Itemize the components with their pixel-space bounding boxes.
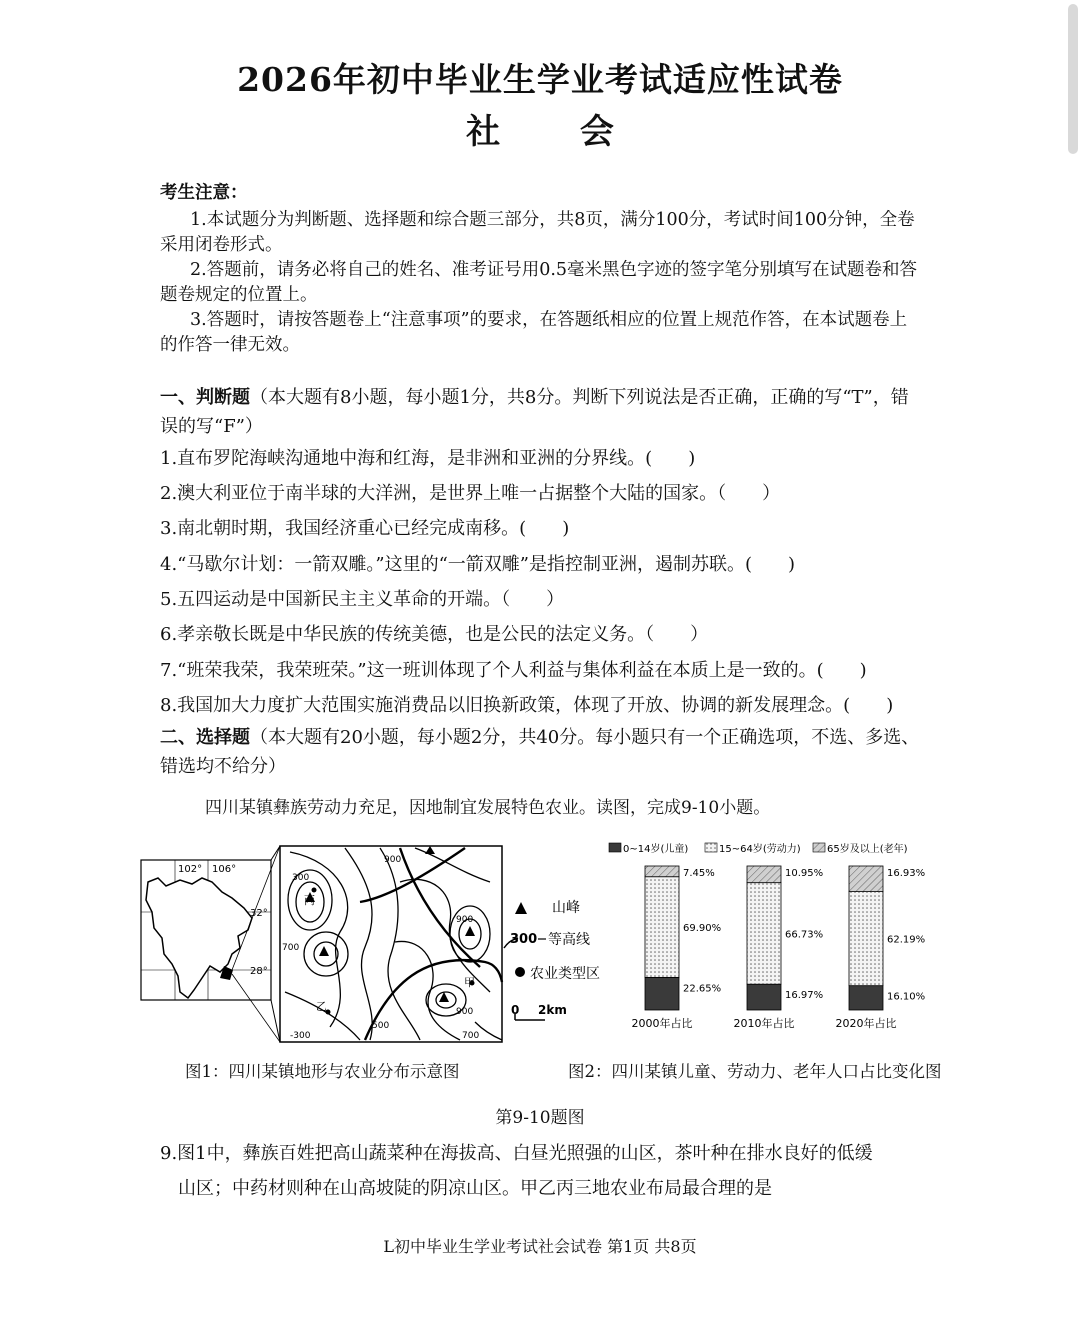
bar-elderly-1 (645, 866, 679, 877)
page-footer: L初中毕业生学业考试社会试卷 第1页 共8页 (383, 1237, 697, 1256)
bar-children-2 (747, 984, 781, 1010)
peak-icon (515, 902, 527, 914)
section1-instructions: （本大题有8小题，每小题1分，共8分。判断下列说法是否正确，正确的写“T”，错误的写“F”） (160, 387, 909, 437)
judgement-question-2: 2.澳大利亚位于南半球的大洋洲，是世界上唯一占据整个大陆的国家。（ ） (160, 483, 781, 504)
page-title: 2026年初中毕业生学业考试适应性试卷 (237, 60, 843, 99)
contour-label: 500 (372, 1021, 390, 1031)
chart-bars (632, 866, 926, 1030)
contour-label: 300 (292, 873, 310, 883)
judgement-question-5: 5.五四运动是中国新民主主义革命的开端。（ ） (160, 589, 565, 610)
figure-label: 第9-10题图 (495, 1108, 585, 1128)
figure2-chart (605, 838, 935, 1038)
lon-label-102: 102° (178, 864, 203, 875)
place-jia: 甲 (464, 976, 475, 989)
lat-label-32: 32° (250, 908, 268, 919)
legend-peak: 山峰 (552, 900, 580, 916)
judgement-question-7: 7.“班荣我荣，我荣班荣。”这一班训体现了个人利益与集体利益在本质上是一致的。( ) (160, 660, 867, 681)
bar-labor-1 (645, 877, 679, 978)
value-label: 69.90% (683, 923, 722, 935)
contour-label: 700 (462, 1031, 480, 1041)
zone-dot-icon (515, 967, 525, 977)
bar-labor-2 (747, 883, 781, 985)
judgement-question-3: 3.南北朝时期，我国经济重心已经完成南移。( ) (160, 518, 570, 539)
value-label: 62.19% (887, 934, 926, 946)
bar-elderly-2 (747, 866, 781, 883)
map-legend (504, 900, 600, 1020)
value-label: 10.95% (785, 868, 824, 879)
legend-swatch-elderly (813, 843, 825, 852)
value-label: 22.65% (683, 983, 722, 995)
legend-children: 0~14岁(儿童) (623, 844, 689, 855)
value-label: 66.73% (785, 929, 824, 941)
value-label: 16.97% (785, 990, 824, 1002)
section2-intro: 四川某镇彝族劳动力充足，因地制宜发展特色农业。读图，完成9-10小题。 (205, 798, 771, 818)
scale-end: 2km (538, 1003, 567, 1017)
bar-labor-3 (849, 892, 883, 986)
contour-label: 900 (384, 855, 402, 865)
notice-item-1: 1.本试题分为判断题、选择题和综合题三部分，共8页，满分100分，考试时间100分钟，全卷采用闭卷形式。 (160, 210, 915, 255)
bar-elderly-3 (849, 866, 883, 892)
question9-line2: 山区；中药材则种在山高坡陡的阴凉山区。甲乙丙三地农业布局最合理的是 (178, 1178, 772, 1199)
legend-swatch-labor (705, 843, 717, 852)
place-yi: 乙 (316, 1000, 327, 1013)
value-label: 7.45% (683, 868, 715, 879)
legend-contour-value: 300 (510, 932, 538, 947)
section2-instructions: （本大题有20小题，每小题2分，共40分。每小题只有一个正确选项，不选、多选、错选均不给分） (160, 727, 920, 777)
chart-legend (609, 842, 908, 855)
legend-elderly: 65岁及以上(老年) (827, 844, 908, 855)
category-label: 2000年占比 (631, 1017, 693, 1030)
sichuan-inset-map (141, 860, 271, 1000)
lat-label-28: 28° (250, 966, 268, 977)
section2-header (160, 723, 920, 781)
legend-swatch-children (609, 843, 621, 852)
notice-heading: 考生注意： (160, 183, 248, 203)
subject-title: 社 会 (466, 112, 648, 152)
lon-label-106: 106° (212, 864, 237, 875)
notice-item-2: 2.答题前，请务必将自己的姓名、准考证号用0.5毫米黑色字迹的签字笔分别填写在试题卷和答题卷规定的位置上。 (160, 260, 918, 305)
question9-line1: 9.图1中，彝族百姓把高山蔬菜种在海拔高、白昼光照强的山区，茶叶种在排水良好的低缓 (160, 1143, 873, 1164)
bar-children-1 (645, 977, 679, 1010)
category-label: 2010年占比 (733, 1017, 795, 1030)
contour-label: 900 (456, 1007, 474, 1017)
section2-heading: 二、选择题 (160, 727, 250, 748)
section1-heading: 一、判断题 (160, 387, 250, 408)
figure1-caption: 图1：四川某镇地形与农业分布示意图 (185, 1062, 460, 1081)
contour-label: 700 (282, 943, 300, 953)
contour-label: 900 (456, 915, 474, 925)
legend-contour: 等高线 (548, 932, 590, 948)
judgement-question-8: 8.我国加大力度扩大范围实施消费品以旧换新政策，体现了开放、协调的新发展理念。( ) (160, 695, 894, 716)
judgement-question-1: 1.直布罗陀海峡沟通地中海和红海，是非洲和亚洲的分界线。( ) (160, 448, 696, 469)
place-bing: 丙 (304, 894, 315, 907)
value-label: 16.93% (887, 868, 926, 879)
category-label: 2020年占比 (835, 1017, 897, 1030)
legend-zone: 农业类型区 (530, 966, 600, 982)
legend-labor: 15~64岁(劳动力) (719, 844, 801, 855)
judgement-question-6: 6.孝亲敬长既是中华民族的传统美德，也是公民的法定义务。（ ） (160, 624, 709, 645)
section1-header (160, 383, 920, 441)
figure2-caption: 图2：四川某镇儿童、劳动力、老年人口占比变化图 (568, 1062, 942, 1081)
value-label: 16.10% (887, 991, 926, 1003)
bar-children-3 (849, 986, 883, 1010)
contour-label: -300 (290, 1031, 311, 1041)
notice-item-3: 3.答题时，请按答题卷上“注意事项”的要求，在答题纸相应的位置上规范作答，在本试题卷上的作答一律无效。 (160, 310, 908, 355)
figure1-map (140, 842, 600, 1052)
scale-start: 0 (511, 1003, 520, 1017)
judgement-question-4: 4.“马歇尔计划：一箭双雕。”这里的“一箭双雕”是指控制亚洲，遏制苏联。( ) (160, 554, 796, 575)
